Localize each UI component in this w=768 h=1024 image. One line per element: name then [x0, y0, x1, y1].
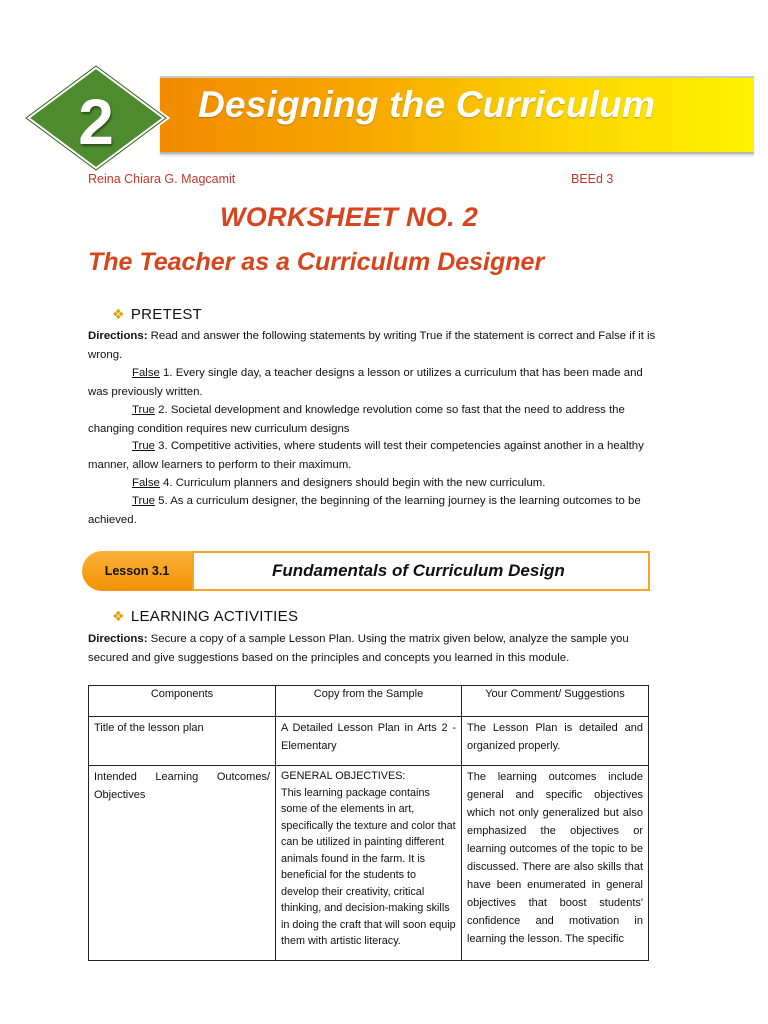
pretest-statement: 5. As a curriculum designer, the beginning of the learning journey is the learning outcomes to be achieved.	[88, 495, 641, 526]
pretest-heading	[112, 306, 202, 323]
chapter-title: Designing the Curriculum	[198, 84, 656, 125]
comment-cell: The learning outcomes include general and specific objectives which not only generalized but also emphasized the objectives or learning outcomes of the topic to be discussed. There are also skills that have been enumerated in general objectives that boost students' confidence and motivation in learning the lesson. The specific	[462, 766, 649, 961]
column-header: Copy from the Sample	[276, 686, 462, 717]
table-header-row	[89, 686, 649, 717]
pretest-heading-text: PRETEST	[130, 306, 203, 323]
comment-cell: The Lesson Plan is detailed and organized properly.	[462, 717, 649, 766]
pretest-statement: 4. Curriculum planners and designers should begin with the new curriculum.	[159, 477, 546, 489]
pretest-answer: True	[132, 440, 155, 452]
worksheet-subtitle: The Teacher as a Curriculum Designer	[88, 248, 545, 276]
activities-directions	[88, 630, 663, 667]
sample-cell	[276, 766, 462, 961]
pretest-item	[88, 401, 663, 438]
pretest-item	[88, 437, 663, 474]
pretest-answer: True	[132, 495, 155, 507]
column-header: Your Comment/ Suggestions	[462, 686, 649, 717]
pretest-answer: True	[132, 404, 155, 416]
pretest-item	[88, 474, 663, 493]
pretest-answer: False	[132, 367, 160, 379]
diamond-bullet-icon: ❖	[112, 306, 125, 322]
student-name: Reina Chiara G. Magcamit	[88, 172, 236, 186]
table-row	[89, 717, 649, 766]
worksheet-title: WORKSHEET NO. 2	[220, 202, 479, 232]
activities-heading	[112, 608, 298, 625]
chapter-number: 2	[78, 86, 114, 158]
sample-text: This learning package contains some of the elements in art, specifically the texture and color that can be utilized in painting different animals found in the farm. It is beneficial for the students to develop their creativity, critical thinking, and decision-making skills in doing the craft that will soon equip them with artistic literacy.	[281, 786, 456, 947]
pretest-item	[88, 364, 663, 401]
table-row	[89, 766, 649, 961]
component-cell: Title of the lesson plan	[89, 717, 276, 766]
pretest-answer: False	[132, 477, 160, 489]
student-course: BEEd 3	[571, 172, 614, 186]
column-header: Components	[89, 686, 276, 717]
pretest-statement: 3. Competitive activities, where students will test their competencies against another in a healthy manner, allow learners to perform to their maximum.	[88, 440, 644, 471]
component-cell: Intended Learning Outcomes/ Objectives	[89, 766, 276, 961]
pretest-statement: 2. Societal development and knowledge revolution come so fast that the need to address the changing condition requires new curriculum designs	[88, 404, 625, 435]
pretest-directions	[88, 327, 663, 364]
pretest-statement: 1. Every single day, a teacher designs a lesson or utilizes a curriculum that has been made and was previously written.	[88, 367, 643, 398]
lesson-label: Lesson 3.1	[104, 564, 170, 578]
diamond-bullet-icon: ❖	[112, 608, 125, 624]
sample-heading: GENERAL OBJECTIVES:	[281, 770, 406, 782]
sample-cell: A Detailed Lesson Plan in Arts 2 - Elementary	[276, 717, 462, 766]
pretest-item	[88, 492, 663, 529]
activities-heading-text: LEARNING ACTIVITIES	[130, 608, 299, 625]
analysis-matrix-table	[88, 685, 649, 961]
directions-label: Directions:	[88, 633, 148, 645]
directions-label: Directions:	[88, 330, 148, 342]
directions-text: Read and answer the following statements by writing True if the statement is correct and False if it is wrong.	[88, 330, 656, 361]
lesson-title: Fundamentals of Curriculum Design	[272, 561, 565, 580]
directions-text: Secure a copy of a sample Lesson Plan. Using the matrix given below, analyze the sample you secured and give suggestions based on the principles and concepts you learned in this module.	[88, 633, 629, 664]
